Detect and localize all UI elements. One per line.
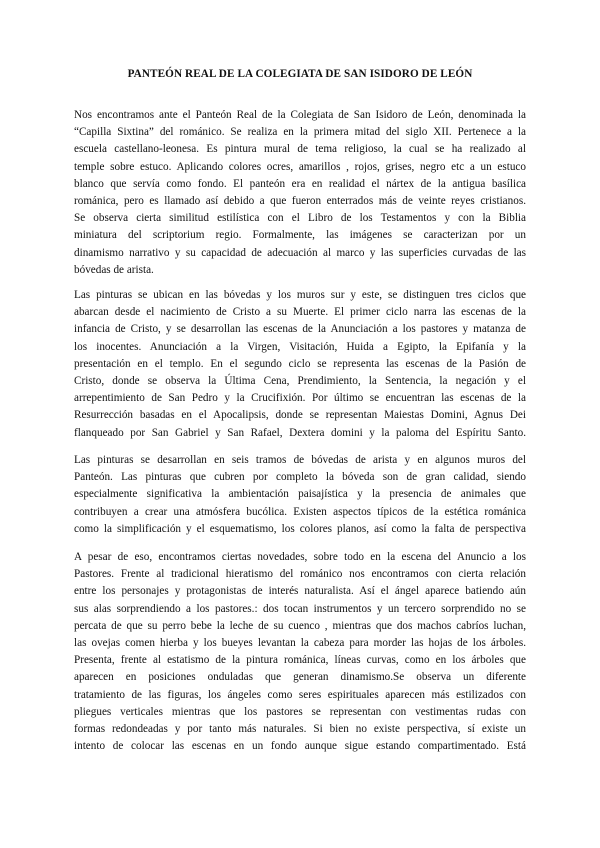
text-line: sus alas sorprendiendo a los pastores.: dos tocan instrumentos y un tercero sorprendido no se bbox=[74, 602, 526, 615]
text-line: Presenta, frente al estatismo de la pintura románica, líneas curvas, como en los árboles que bbox=[74, 654, 526, 667]
text-line: contribuyen a crear una atmósfera bucólica. Existen aspectos típicos de la estética románica bbox=[74, 505, 526, 518]
text-line: A pesar de eso, encontramos ciertas novedades, sobre todo en la escena del Anuncio a los bbox=[74, 551, 526, 563]
text-line: arrepentimiento de San Pedro y la Crucifixión. Por último se encuentran las escenas de la bbox=[74, 392, 526, 405]
text-line: dinamismo narrativo y su capacidad de adecuación al marco y las superficies curvadas de las bbox=[74, 246, 526, 259]
text-line: especialmente significativa la ambientación paisajística y la presencia de animales que bbox=[74, 488, 526, 501]
text-line: las ovejas comen hierba y los bueyes levantan la cabeza para morder las hojas de los árboles. bbox=[74, 636, 526, 649]
page-title: PANTEÓN REAL DE LA COLEGIATA DE SAN ISIDORO DE LEÓN bbox=[127, 68, 473, 80]
text-line: flanqueado por San Gabriel y San Rafael, Dextera domini y la paloma del Espíritu Santo. bbox=[74, 426, 526, 439]
text-line: temple sobre estuco. Aplicando colores ocres, amarillos , rojos, grises, negro etc a un estuco bbox=[74, 160, 526, 173]
text-line: Se observa cierta similitud estilística con el Libro de los Testamentos y con la Biblia bbox=[74, 212, 526, 225]
text-line: como la simplificación y el esquematismo, los colores planos, así como la falta de perspectiva bbox=[74, 522, 526, 535]
text-line: bóvedas de arista. bbox=[74, 263, 154, 276]
paragraph-4 bbox=[74, 549, 526, 755]
text-line: miniatura del scriptorium regio. Formalmente, las imágenes se caracterizan por un bbox=[74, 229, 526, 242]
text-line: Nos encontramos ante el Panteón Real de la Colegiata de San Isidoro de León, denominada la bbox=[74, 109, 526, 121]
text-line: pliegues verticales mientras que los pastores se representan con vestimentas rudas con bbox=[74, 705, 526, 718]
text-line: Pastores. Frente al tradicional hieratismo del románico nos encontramos con cierta relación bbox=[74, 568, 526, 581]
text-line: entre los personajes y protagonistas de interés naturalista. Así el ángel aparece batiendo aún bbox=[74, 585, 526, 598]
text-line: infancia de Cristo, y se desarrollan las escenas de la Anunciación a los pastores y matanza de bbox=[74, 323, 526, 336]
text-line: Las pinturas se desarrollan en seis tramos de bóvedas de arista y en algunos muros del bbox=[74, 454, 526, 466]
text-line: “Capilla Sixtina” del románico. Se realiza en la primera mitad del siglo XII. Pertenece a la bbox=[74, 126, 526, 139]
text-line: percata de que su perro bebe la leche de su cuenco , mientras que dos machos cabríos luchan, bbox=[74, 619, 526, 632]
text-line: Resurrección basadas en el Apocalipsis, donde se representan Maiestas Domini, Agnus Dei bbox=[74, 409, 526, 422]
text-line: escuela castellano-leonesa. Es pintura mural de tema religioso, la cual se ha realizado al bbox=[74, 143, 526, 156]
text-line: presentación en el templo. En el segundo ciclo se representa las escenas de la Pasión de bbox=[74, 357, 526, 370]
text-line: intento de colocar las escenas en un fondo aunque sigue estando compartimentado. Está bbox=[74, 740, 526, 753]
text-line: formas redondeadas y por tanto más naturales. Si bien no existe perspectiva, sí existe un bbox=[74, 722, 526, 735]
text-line: Panteón. Las pinturas que cubren por completo la bóveda son de gran calidad, siendo bbox=[74, 471, 526, 484]
text-line: los inocentes. Anunciación a la Virgen, Visitación, Huida a Egipto, la Epifanía y la bbox=[74, 340, 526, 353]
text-line: Las pinturas se ubican en las bóvedas y los muros sur y este, se distinguen tres ciclos que bbox=[74, 289, 526, 301]
text-line: Cristo, donde se observa la Última Cena, Prendimiento, la Sentencia, la negación y el bbox=[74, 374, 526, 387]
text-line: románica, pero es llamado así debido a que fueron enterrados más de veinte reyes cristianos. bbox=[74, 194, 526, 207]
paragraph-2 bbox=[74, 287, 526, 442]
text-line: aparecen en posiciones onduladas que generan dinamismo.Se observa un diferente bbox=[74, 671, 526, 684]
text-line: blanco que servía como fondo. El panteón era en realidad el nártex de la antigua basílica bbox=[74, 177, 526, 190]
paragraph-1 bbox=[74, 107, 526, 279]
text-line: abarcan desde el nacimiento de Cristo a su Muerte. El primer ciclo narra las escenas de la bbox=[74, 306, 526, 319]
paragraph-3 bbox=[74, 452, 526, 538]
text-line: tratamiento de las figuras, los ángeles como seres espirituales aparecen más estilizados con bbox=[74, 688, 526, 701]
